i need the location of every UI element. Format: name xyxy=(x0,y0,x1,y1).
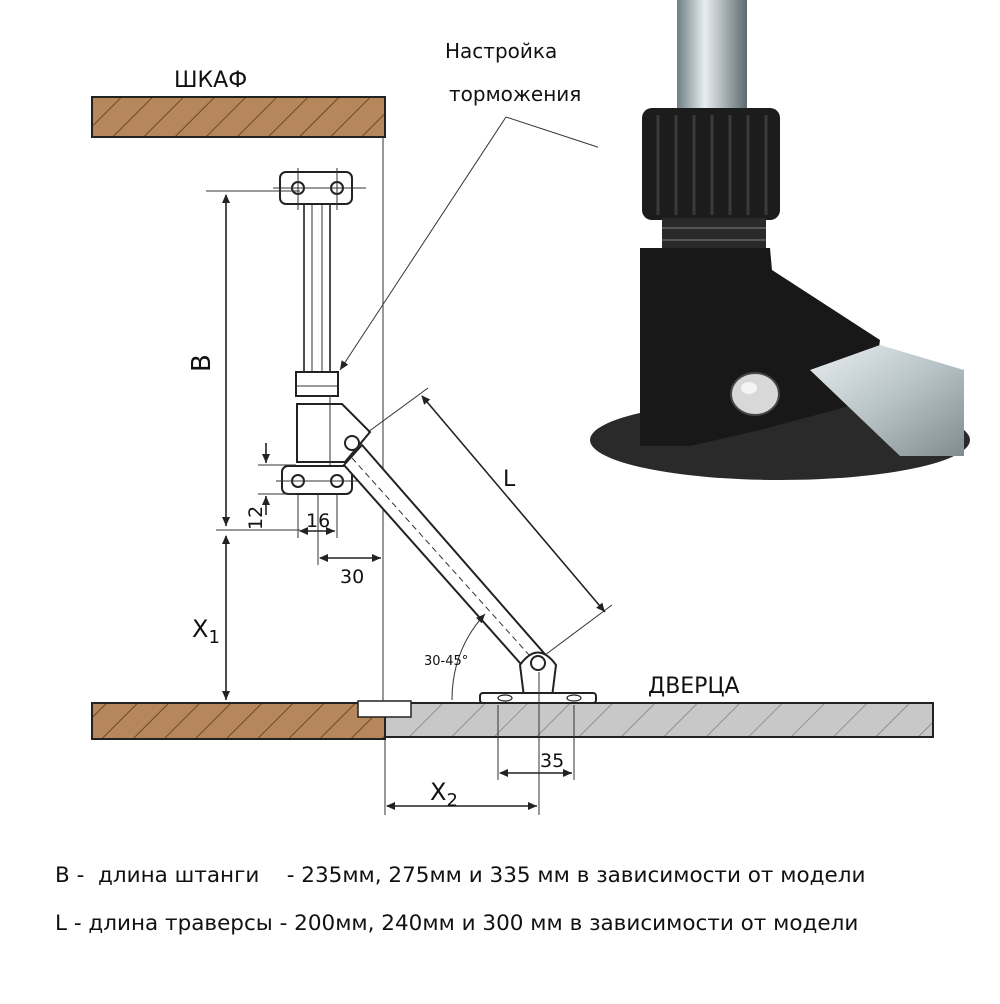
dim-16-label: 16 xyxy=(306,510,331,532)
top-mounting-plate xyxy=(273,168,366,210)
dimension-x1 xyxy=(192,536,226,700)
angle-indicator xyxy=(424,614,485,700)
notes-block xyxy=(55,852,955,948)
stay-rod xyxy=(304,200,330,375)
dim-x2-label: $X_2$ xyxy=(430,778,458,811)
dim-30-label: 30 xyxy=(340,566,365,588)
cabinet-label: ШКАФ xyxy=(174,68,248,93)
brake-nut-drawing xyxy=(296,372,338,396)
dim-l-label: L xyxy=(503,467,516,492)
door-label: ДВЕРЦА xyxy=(648,674,740,699)
door-gap-block xyxy=(358,701,411,717)
photo-inset xyxy=(590,0,970,480)
dimension-30 xyxy=(318,494,381,588)
door-bracket xyxy=(480,653,596,704)
photo-rod xyxy=(677,0,747,120)
cabinet-bottom-board xyxy=(92,703,385,739)
brake-adjust-label-line2: торможения xyxy=(449,82,582,106)
dim-12-label: 12 xyxy=(245,505,267,530)
brake-adjust-label-line1: Настройка xyxy=(445,39,558,63)
dimension-x2 xyxy=(385,740,537,815)
cabinet-top-board xyxy=(92,97,385,137)
dim-x1-label: $X_1$ xyxy=(192,615,220,648)
note-l-traverse-length: L - длина траверсы - 200мм, 240мм и 300 мм в зависимости от модели xyxy=(55,911,859,936)
door-panel xyxy=(385,703,933,737)
photo-pin xyxy=(731,373,779,415)
photo-brake-nut xyxy=(642,108,780,220)
angle-label: 30-45° xyxy=(424,654,469,669)
note-b-rod-length: B - длина штанги - 235мм, 275мм и 335 мм в зависимости от модели xyxy=(55,863,866,888)
dim-35-label: 35 xyxy=(540,750,565,772)
dim-b-label: B xyxy=(187,354,217,372)
